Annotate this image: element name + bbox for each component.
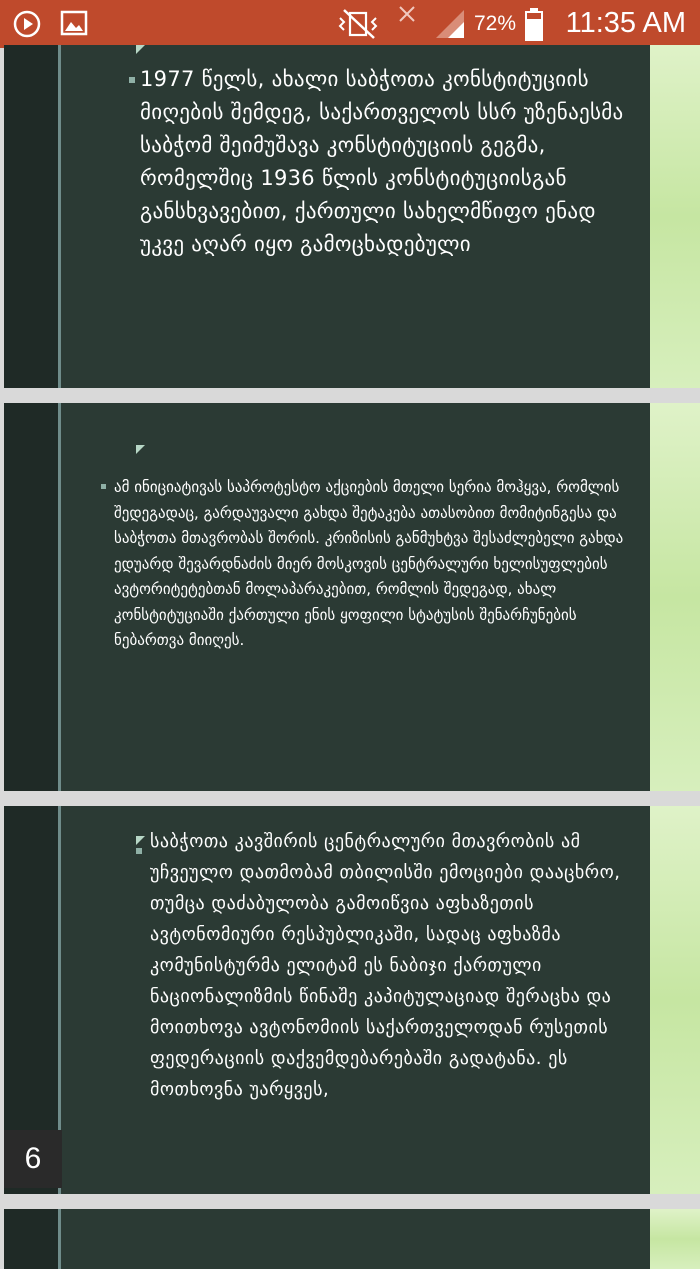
slide-1-text: 1977 წელს, ახალი საბჭოთა კონსტიტუციის მიღების შემდეგ, საქართველოს სსრ უზენაესმა საბჭომ შეიმუშავა კონსტიტუციის გეგმა, რომელშიც 1936 წლის კონსტიტუციისგან განსხვავებით, ქართული სახელმწიფო ენად უკვე აღარ იყო გამოცხადებული [140,67,624,256]
vibrate-off-icon [336,8,382,44]
slide-4[interactable] [4,1209,700,1269]
slide-accent-bar [650,45,700,388]
slide-corner-marker [136,836,145,845]
image-icon[interactable] [60,9,88,41]
slide-3[interactable] [4,806,700,1194]
slide-accent-bar [650,806,700,1194]
battery-percent: 72% [474,12,517,35]
slide-left-bar [4,1209,61,1269]
slide-left-bar [4,403,61,791]
signal-bars-icon [434,8,466,44]
no-signal-icon [397,4,419,30]
slide-1[interactable] [4,45,700,388]
slide-corner-marker [136,45,145,54]
bullet-icon [129,77,135,83]
slide-2[interactable] [4,403,700,791]
battery-icon [524,7,544,45]
play-circle-icon[interactable] [12,9,42,43]
slide-accent-bar [650,1209,700,1269]
page-number-badge: 6 [4,1130,62,1188]
bullet-icon [136,848,142,854]
status-bar [0,0,700,48]
slide-corner-marker [136,445,145,454]
slide-2-text: ამ ინიციატივას საპროტესტო აქციების მთელი სერია მოჰყვა, რომლის შედეგადაც, გარდაუვალი გახდა შეტაკება ათასობით მომიტინგესა და საბჭოთა მთავრობას შორის. კრიზისის განმუხტვა შესაძლებელი გახდა ედუარდ შევარდნაძის მიერ მოსკოვის ცენტრალური ხელისუფლების ავტორიტეტებთან მოლაპარაკებით, რომლის შედეგად, ახალ კონსტიტუციაში ქართული ენის ყოფილი სტატუსის შენარჩუნების ნებართვა მიიღეს. [114,478,624,649]
clock: 11:35 AM [565,7,686,39]
slide-left-bar [4,45,61,388]
slide-3-text: საბჭოთა კავშირის ცენტრალური მთავრობის ამ უჩვეულო დათმობამ თბილისში ემოციები დააცხრო, თუმცა დაძაბულობა გამოიწვია აფხაზეთის ავტონომიური რესპუბლიკაში, სადაც აფხაზმა კომუნისტურმა ელიტამ ეს ნაბიჯი ქართული ნაციონალიზმის წინაშე კაპიტულაციად შერაცხა და მოითხოვა ავტონომიის საქართველოდან რუსეთის ფედერაციის დაქვემდებარებაში გადატანა. ეს მოთხოვნა უარყვეს, [150,831,621,1100]
bullet-icon [101,484,106,489]
slide-accent-bar [650,403,700,791]
